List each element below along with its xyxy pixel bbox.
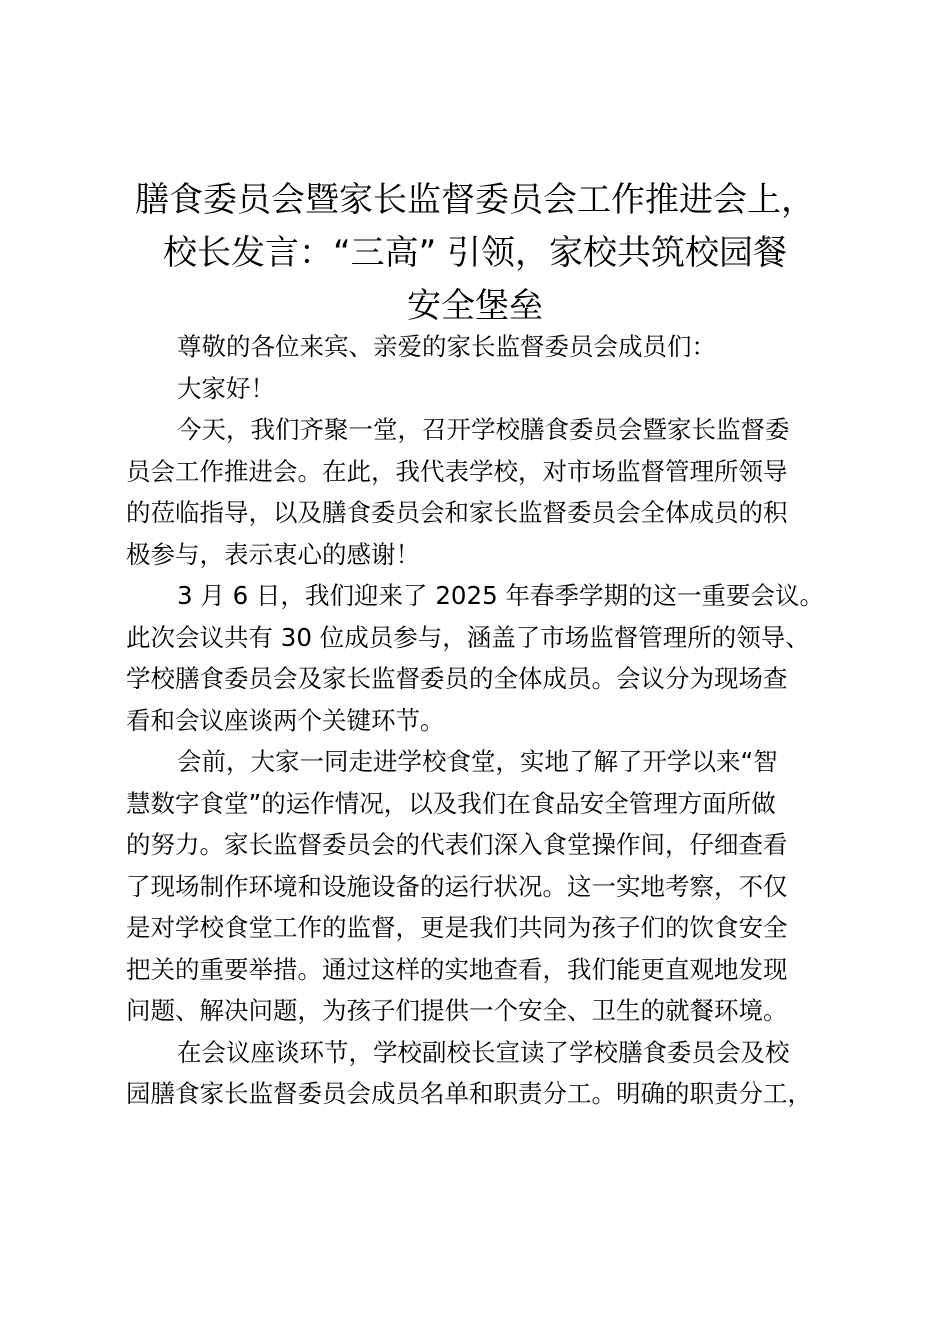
paragraph-1-line-3: 的莅临指导，以及膳食委员会和家长监督委员会全体成员的积 (126, 498, 788, 527)
title-line-3: 安全堡垒 (407, 286, 543, 326)
paragraph-3-line-1: 会前，大家一同走进学校食堂，实地了解了开学以来“智 (177, 747, 778, 776)
paragraph-4-line-2: 园膳食家长监督委员会成员名单和职责分工。明确的职责分工， (126, 1079, 812, 1108)
paragraph-3-line-5: 是对学校食堂工作的监督，更是我们共同为孩子们的饮食安全 (126, 913, 788, 942)
paragraph-4-line-1: 在会议座谈环节，学校副校长宣读了学校膳食委员会及校 (177, 1037, 790, 1067)
paragraph-1-line-2: 员会工作推进会。在此，我代表学校，对市场监督管理所领导 (126, 456, 788, 486)
paragraph-3-line-4: 了现场制作环境和设施设备的运行状况。这一实地考察，不仅 (126, 871, 788, 901)
title-line-2: 校长发言：“三高” 引领，家校共筑校园餐 (162, 233, 788, 273)
paragraph-1-line-1: 今天，我们齐聚一堂，召开学校膳食委员会暨家长监督委 (177, 415, 790, 444)
paragraph-2-line-3: 学校膳食委员会及家长监督委员的全体成员。会议分为现场查 (126, 664, 788, 693)
salutation: 尊敬的各位来宾、亲爱的家长监督委员会成员们： (177, 332, 716, 361)
paragraph-2-line-1: 3 月 6 日，我们迎来了 2025 年春季学期的这一重要会议。 (177, 581, 824, 610)
greeting: 大家好！ (177, 373, 275, 403)
paragraph-3-line-2: 慧数字食堂”的运作情况，以及我们在食品安全管理方面所做 (126, 788, 776, 818)
paragraph-2-line-4: 看和会议座谈两个关键环节。 (126, 705, 445, 735)
document-title (100, 174, 850, 333)
title-line-1: 膳食委员会暨家长监督委员会工作推进会上， (135, 180, 815, 220)
paragraph-1-line-4: 极参与，表示衷心的感谢！ (126, 539, 420, 569)
paragraph-3-line-6: 把关的重要举措。通过这样的实地查看，我们能更直观地发现 (126, 954, 788, 984)
document-body (126, 326, 836, 1115)
paragraph-3-line-7: 问题、解决问题，为孩子们提供一个安全、卫生的就餐环境。 (126, 996, 788, 1025)
paragraph-3-line-3: 的努力。家长监督委员会的代表们深入食堂操作间，仔细查看 (126, 830, 788, 859)
paragraph-2-line-2: 此次会议共有 30 位成员参与，涵盖了市场监督管理所的领导、 (126, 622, 810, 652)
